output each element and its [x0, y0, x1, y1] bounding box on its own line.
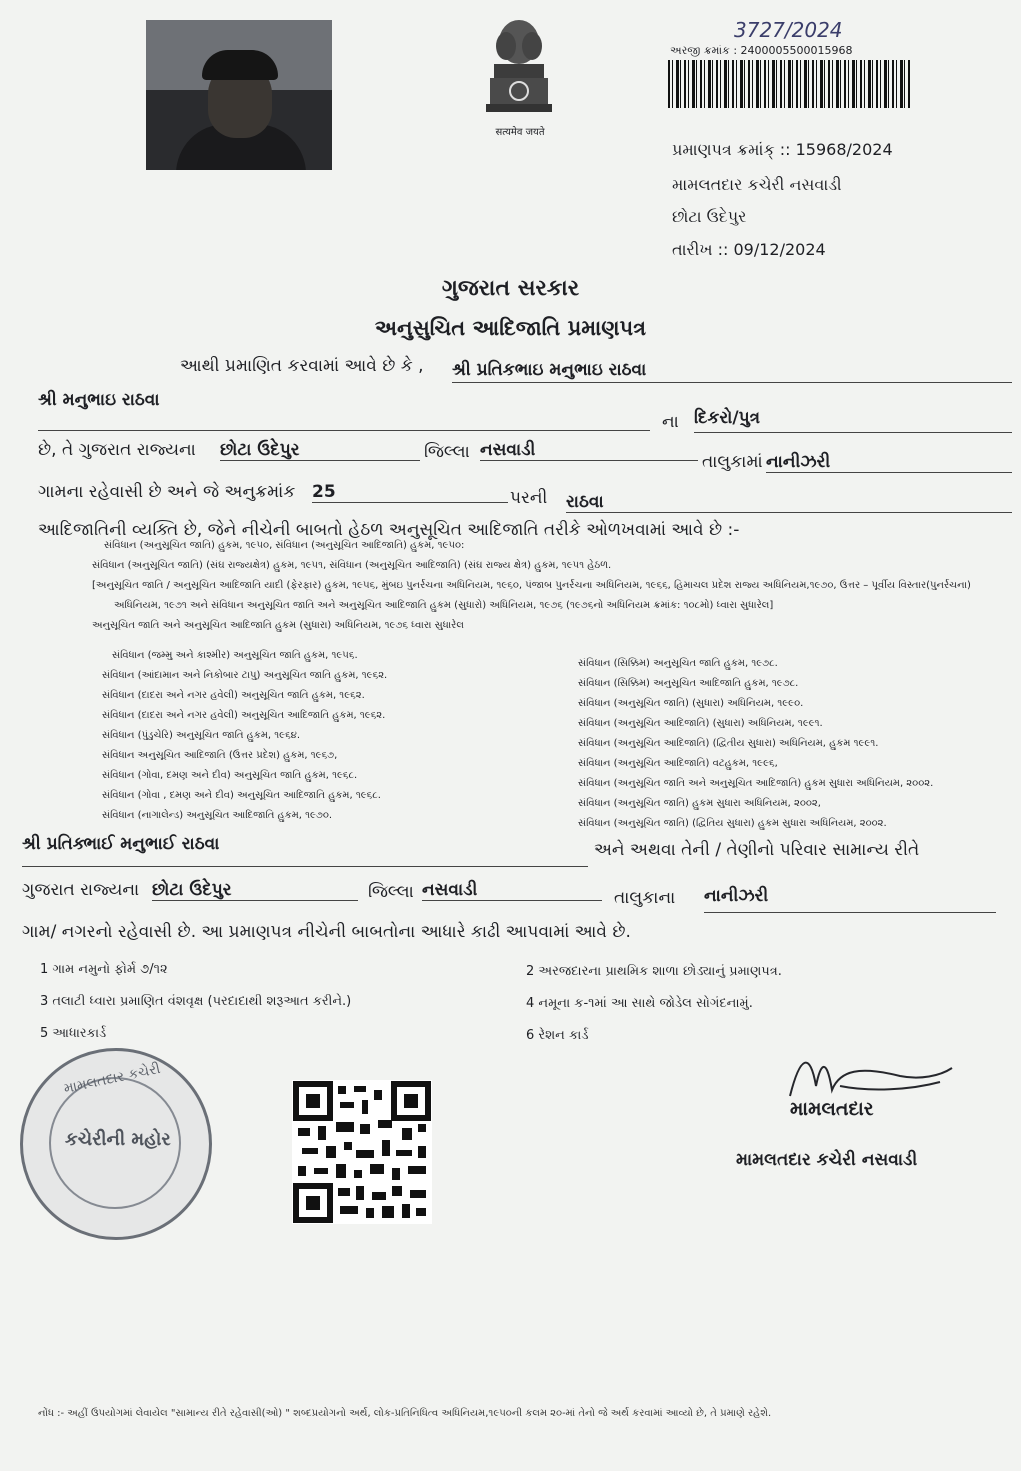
tribe-value: રાઠવા: [566, 492, 1012, 513]
order-right: સંવિધાન (અનુસૂચિત આદિજાતિ) (દ્વિતીય સુધારા) અધિનિયમ, હુકમ ૧૯૯૧.: [578, 738, 879, 749]
residence-district: છોટા ઉદેપુર: [152, 880, 358, 901]
district-value: છોટા ઉદેપુર: [220, 440, 420, 461]
order-line: અનુસૂચિત જાતિ અને અનુસૂચિત આદિજાતિ હુકમ (સુધારા) અધિનિયમ, ૧૯૭૬ ધ્વારા સુધારેલ: [92, 620, 464, 631]
order-left: સંવિધાન (આંદામાન અને નિકોબાર ટાપુ) અનુસૂચિત જાતિ હુકમ, ૧૯૬૨.: [102, 670, 388, 681]
applicant-name: શ્રી પ્રતિકભાઇ મનુભાઇ રાઠવા: [452, 360, 1012, 383]
basis-item: 3 તલાટી ધ્વારા પ્રમાણિત વંશવૃક્ષ (પરદાદાથી શરૂઆત કરીને.): [40, 994, 352, 1009]
basis-item: 2 અરજદારના પ્રાથમિક શાળા છોડ્યાનું પ્રમાણપત્ર.: [526, 964, 782, 979]
father-name: શ્રી મનુભાઇ રાઠવા: [38, 390, 650, 431]
issuing-district: છોટા ઉદેપુર: [672, 207, 747, 226]
certificate-number: પ્રમાણપત્ર ક્રમાંક્ :: 15968/2024: [672, 140, 893, 159]
of-label: ના: [662, 412, 679, 432]
qr-code: [292, 1080, 432, 1224]
footnote: નોંધ :- અહીં ઉપયોગમાં લેવાયેલ "સામાન્ય રીતે રહેવાસી(ઓ) " શબ્દપ્રયોગનો અર્થ, લોક-પ્રતિનિધિત્વ અધિનિયમ,૧૯૫૦ની કલમ ૨૦-માં તેનો જે અર્થ કરવામાં આવ્યો છે, તે પ્રમાણે રહેશે.: [38, 1408, 772, 1419]
government-title: ગુજરાત સરકાર: [441, 276, 580, 301]
resident-label: ગામના રહેવાસી છે અને જે અનુક્રમાંક: [38, 482, 296, 502]
serial-number: 25: [312, 482, 508, 503]
order-right: સંવિધાન (સિક્કિમ) અનુસૂચિત જાતિ હુકમ, ૧૯૭૮.: [578, 658, 778, 669]
order-right: સંવિધાન (સિક્કિમ) અનુસૂચિત આદિજાતિ હુકમ, ૧૯૭૮.: [578, 678, 799, 689]
residence-taluka: નસવાડી: [422, 880, 602, 901]
state-label: છે, તે ગુજરાત રાજ્યના: [38, 440, 196, 460]
issuing-office: મામલતદાર કચેરી નસવાડી: [672, 175, 842, 194]
order-left: સંવિધાન (પુંડુચેરિ) અનુસૂચિત જાતિ હુકમ, ૧૯૬૪.: [102, 730, 301, 741]
order-right: સંવિધાન (અનુસૂચિત આદિજાતિ) (સુધારા) અધિનિયમ, ૧૯૯૧.: [578, 718, 823, 729]
order-left: સંવિધાન (નાગાલેન્ડ) અનુસૂચિત આદિજાતિ હુકમ, ૧૯૭૦.: [102, 810, 333, 821]
issue-basis-text: ગામ/ નગરનો રહેવાસી છે. આ પ્રમાણપત્ર નીચેની બાબતોના આધારે કાઢી આપવામાં આવે છે.: [22, 922, 631, 942]
intro-text: આથી પ્રમાણિત કરવામાં આવે છે કે ,: [180, 356, 424, 376]
signatory-office: મામલતદાર કચેરી નસવાડી: [736, 1150, 918, 1170]
basis-item: 1 ગામ નમુનો ફોર્મ ૭/૧૨: [40, 962, 168, 977]
district-label: જિલ્લા: [424, 442, 470, 462]
order-line: સંવિધાન (અનુસૂચિત જાતિ) હુકમ, ૧૯૫૦, સંવિધાન (અનુસૂચિત આદિજાતિ) હુકમ, ૧૯૫૦:: [104, 540, 465, 551]
basis-item: 5 આધારકાર્ડ: [40, 1026, 107, 1041]
office-seal: [20, 1048, 212, 1240]
tribe-statement: આદિજાતિની વ્યક્તિ છે, જેને નીચેની બાબતો હેઠળ અનુસૂચિત આદિજાતિ તરીકે ઓળખવામાં આવે છે :-: [38, 520, 740, 540]
order-right: સંવિધાન (અનુસૂચિત જાતિ) (સુધારા) અધિનિયમ, ૧૯૯૦.: [578, 698, 804, 709]
order-left: સંવિધાન (દાદરા અને નગર હવેલી) અનુસૂચિત જાતિ હુકમ, ૧૯૬૨.: [102, 690, 365, 701]
seal-center-text: કચેરીની મહોર: [65, 1129, 171, 1150]
basis-item: 6 રેશન કાર્ડ: [526, 1028, 589, 1043]
village-value: નાનીઝરી: [766, 452, 1012, 473]
emblem-motto: सत्यमेव जयते: [495, 127, 545, 138]
order-left: સંવિધાન અનુસૂચિત આદિજાતિ (ઉત્તર પ્રદેશ) હુકમ, ૧૯૬૭,: [102, 750, 338, 761]
signature: [780, 1046, 960, 1106]
order-line: [અનુસૂચિત જાતિ / અનુસૂચિત આદિજાતિ યાદી (ફેરફાર) હુકમ, ૧૯૫૬, મુંબઇ પુનર્રચના અધિનિયમ, ૧૯૬૦, પંજાબ પુનર્રચના અધિનિયમ, ૧૯૬૬, હિમાચલ પ્રદેશ રાજ્ય અધિનિયમ,૧૯૭૦, ઉત્તર – પૂર્વીય વિસ્તાર(પુનર્રચના): [92, 580, 971, 591]
residence-taluka-label: તાલુકાના: [614, 888, 676, 908]
order-line: સંવિધાન (અનુસૂચિત જાતિ) (સંઘ રાજ્યક્ષેત્ર) હુકમ, ૧૯૫૧, સંવિધાન (અનુસૂચિત આદિજાતિ) (સંઘ રાજ્ય ક્ષેત્ર) હુકમ, ૧૯૫૧ હેઠળ.: [92, 560, 612, 571]
taluka-label: તાલુકામાં: [702, 452, 763, 472]
residence-state-label: ગુજરાત રાજ્યના: [22, 880, 140, 900]
application-number: અરજી ક્રમાંક : 2400005500015968: [670, 44, 853, 57]
handwritten-number: 3727/2024: [734, 18, 843, 42]
residence-district-label: જિલ્લા: [368, 882, 414, 902]
order-right: સંવિધાન (અનુસૂચિત જાતિ અને અનુસૂચિત આદિજાતિ) હુકમ સુધારા અધિનિયમ, ૨૦૦૨.: [578, 778, 934, 789]
order-right: સંવિધાન (અનુસૂચિત જાતિ) હુકમ સુધારા અધિનિયમ, ૨૦૦૨,: [578, 798, 821, 809]
basis-item: 4 નમૂના ક-૧માં આ સાથે જોડેલ સોગંદનામું.: [526, 996, 753, 1011]
applicant-photo: [146, 20, 332, 170]
order-line: અધિનિયમ, ૧૯૭૧ અને સંવિધાન અનુસૂચિત જાતિ અને અનુસૂચિત આદિજાતિ હુકમ (સુધારો) અધિનિયમ, ૧૯૭૬ (૧૯૭૬નો અધિનિયમ ક્રમાંક: ૧૦૮મો) ધ્વારા સુધારેલ]: [114, 600, 774, 611]
taluka-value: નસવાડી: [480, 440, 698, 461]
seal-outer-text: મામલતદાર કચેરી: [62, 1060, 162, 1098]
resident-name: શ્રી પ્રતિક્ભાઈ મનુભાઈ રાઠવા: [22, 834, 588, 867]
order-left: સંવિધાન (ગોવા , દમણ અને દીવ) અનુસૂચિત આદિજાતિ હુકમ, ૧૯૬૮.: [102, 790, 381, 801]
order-right: સંવિધાન (અનુસૂચિત આદિજાતિ) વટહુકમ, ૧૯૯૬,: [578, 758, 778, 769]
par-label: પરની: [510, 488, 548, 508]
barcode: [668, 60, 911, 108]
order-left: સંવિધાન (જમ્મુ અને કાશ્મીર) અનુસૂચિત જાતિ હુકમ, ૧૯૫૬.: [112, 650, 358, 661]
order-right: સંવિધાન (અનુસૂચિત જાતિ) (દ્વિતિય સુધારા) હુકમ સુધારા અધિનિયમ, ૨૦૦૨.: [578, 818, 887, 829]
relation: દિકરો/પુત્ર: [694, 408, 1012, 433]
issue-date: તારીખ :: 09/12/2024: [672, 240, 826, 259]
residence-village: નાનીઝરી: [704, 886, 996, 913]
order-left: સંવિધાન (ગોવા, દમણ અને દીવ) અનુસૂચિત જાતિ હુકમ, ૧૯૬૮.: [102, 770, 358, 781]
order-left: સંવિધાન (દાદરા અને નગર હવેલી) અનુસૂચિત આદિજાતિ હુકમ, ૧૯૬૨.: [102, 710, 386, 721]
national-emblem: [476, 12, 562, 140]
family-text: અને અથવા તેની / તેણીનો પરિવાર સામાન્ય રીતે: [594, 840, 920, 860]
signatory-designation: મામલતદાર: [790, 1098, 874, 1120]
certificate-title: અનુસુચિત આદિજાતિ પ્રમાણપત્ર: [374, 316, 647, 340]
